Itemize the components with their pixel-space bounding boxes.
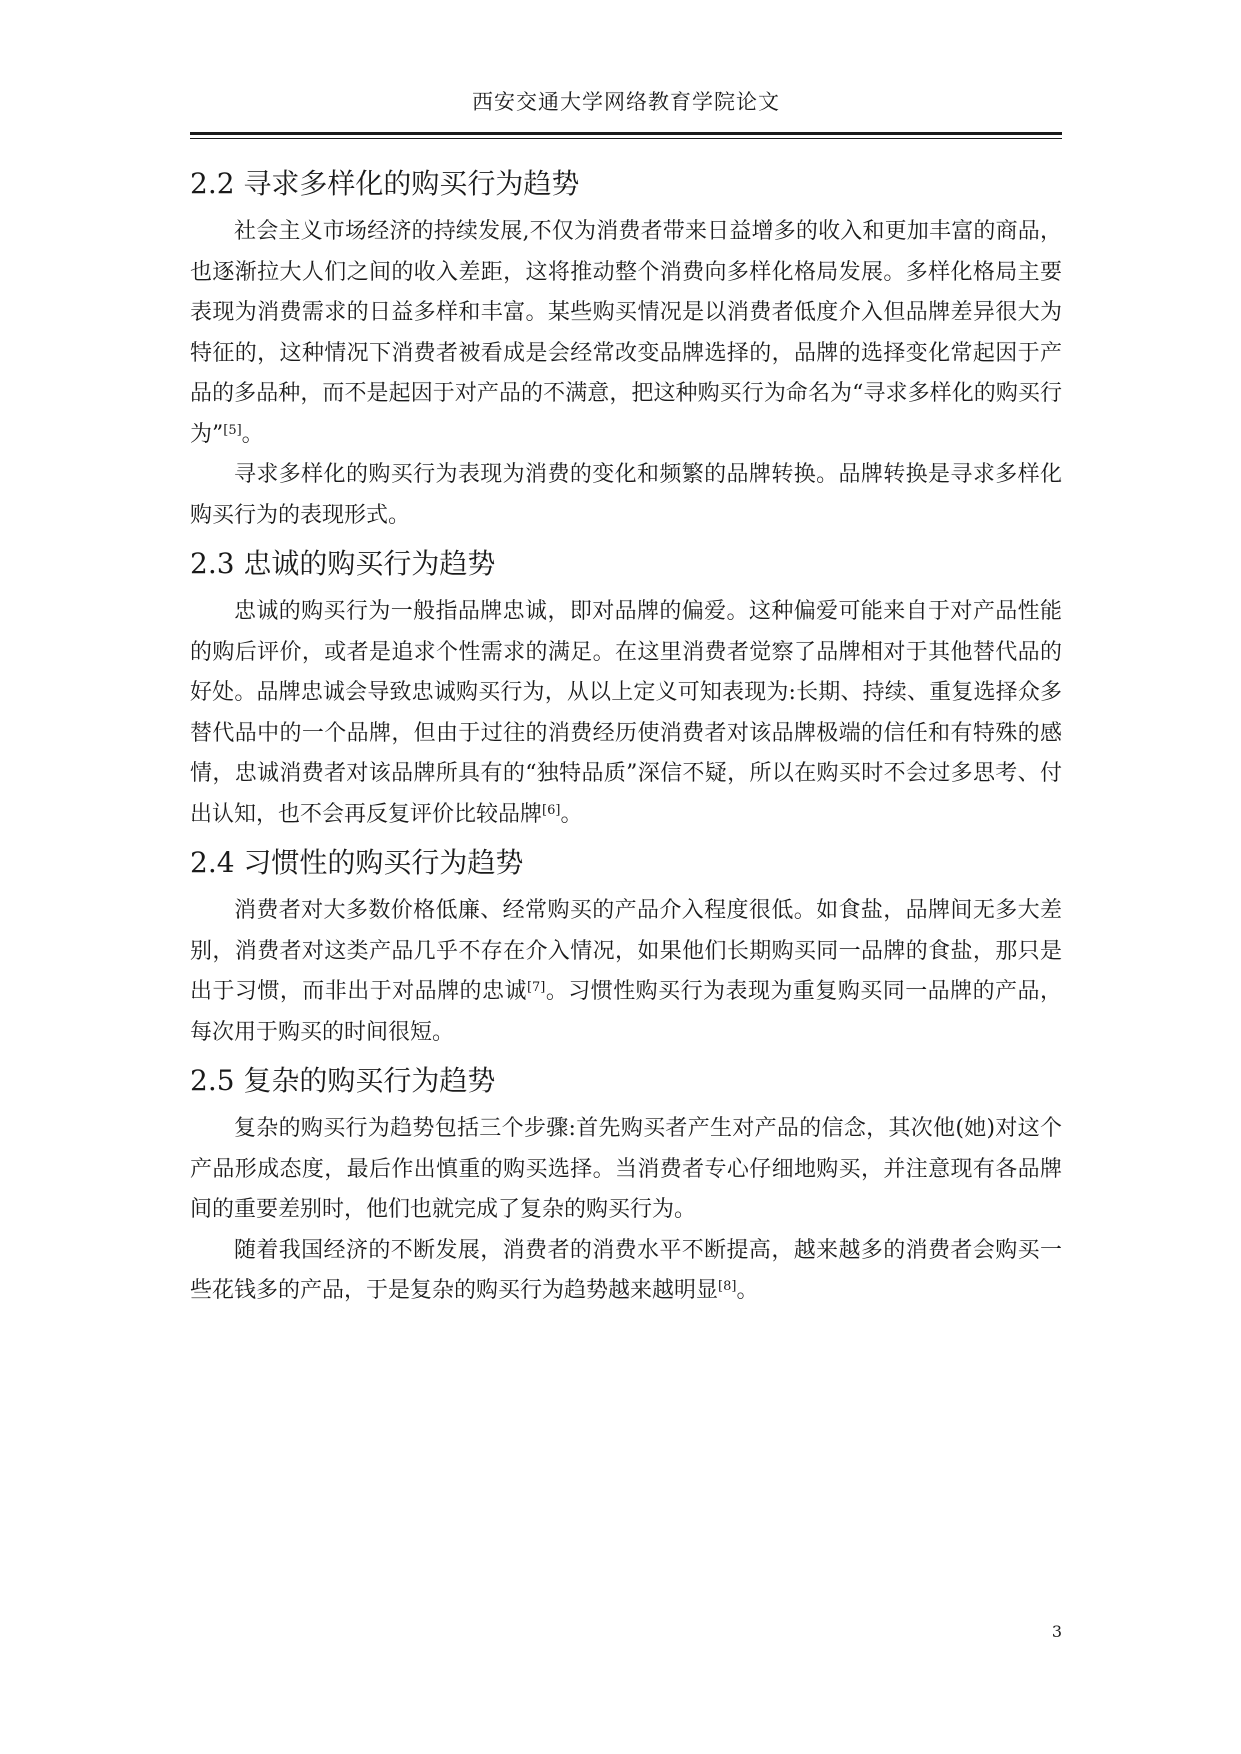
paragraph-text: 复杂的购买行为趋势包括三个步骤:首先购买者产生对产品的信念，其次他(她)对这个产品形成态度，最后作出慎重的购买选择。当消费者专心仔细地购买，并注意现有各品牌间的重要差别时，他们也就完成了复杂的购买行为。 <box>190 1116 1062 1222</box>
paragraph <box>190 592 1062 835</box>
paragraph-text: 消费者对大多数价格低廉、经常购买的产品介入程度很低。如食盐，品牌间无多大差别，消费者对这类产品几乎不存在介入情况，如果他们长期购买同一品牌的食盐，那只是出于习惯，而非出于对品牌的忠诚 <box>190 898 1062 1004</box>
paragraph <box>190 212 1062 455</box>
paragraph-tail: 。 <box>736 1278 759 1303</box>
citation: [7] <box>526 979 546 995</box>
paragraph <box>190 1109 1062 1231</box>
paragraph <box>190 1231 1062 1312</box>
paragraph <box>190 455 1062 536</box>
section-heading-2-5: 2.5 复杂的购买行为趋势 <box>190 1064 496 1097</box>
paragraph-text: 忠诚的购买行为一般指品牌忠诚，即对品牌的偏爱。这种偏爱可能来自于对产品性能的购后评价，或者是追求个性需求的满足。在这里消费者觉察了品牌相对于其他替代品的好处。品牌忠诚会导致忠诚购买行为，从以上定义可知表现为:长期、持续、重复选择众多替代品中的一个品牌，但由于过往的消费经历使消费者对该品牌极端的信任和有特殊的感情，忠诚消费者对该品牌所具有的“独特品质”深信不疑，所以在购买时不会过多思考、付出认知，也不会再反复评价比较品牌 <box>190 599 1062 827</box>
citation: [6] <box>542 802 561 818</box>
paragraph-text: 寻求多样化的购买行为表现为消费的变化和频繁的品牌转换。品牌转换是寻求多样化购买行为的表现形式。 <box>190 462 1062 528</box>
citation: [5] <box>223 422 242 438</box>
paragraph-tail: 。习惯性购买行为表现为重复购买同一品牌的产品，每次用于购买的时间很短。 <box>190 979 1062 1045</box>
body-content <box>190 156 1062 1312</box>
paragraph-text: 随着我国经济的不断发展，消费者的消费水平不断提高，越来越多的消费者会购买一些花钱多的产品，于是复杂的购买行为趋势越来越明显 <box>190 1237 1062 1303</box>
paragraph-tail: 。 <box>560 801 583 827</box>
section-heading-2-3: 2.3 忠诚的购买行为趋势 <box>190 547 496 580</box>
section-heading-2-2: 2.2 寻求多样化的购买行为趋势 <box>190 167 580 200</box>
running-header: 西安交通大学网络教育学院论文 <box>472 90 780 114</box>
section-heading-2-4: 2.4 习惯性的购买行为趋势 <box>190 846 524 879</box>
paragraph <box>190 891 1062 1053</box>
citation: [8] <box>718 1278 737 1294</box>
paragraph-tail: 。 <box>241 421 264 447</box>
header-rule-thin <box>190 138 1062 139</box>
paragraph-text: 社会主义市场经济的持续发展,不仅为消费者带来日益增多的收入和更加丰富的商品，也逐渐拉大人们之间的收入差距，这将推动整个消费向多样化格局发展。多样化格局主要表现为消费需求的日益多样和丰富。某些购买情况是以消费者低度介入但品牌差异很大为特征的，这种情况下消费者被看成是会经常改变品牌选择的，品牌的选择变化常起因于产品的多品种，而不是起因于对产品的不满意，把这种购买行为命名为“寻求多样化的购买行为” <box>190 219 1062 447</box>
header-rule-thick <box>190 132 1062 135</box>
page-number: 3 <box>1051 1622 1062 1641</box>
